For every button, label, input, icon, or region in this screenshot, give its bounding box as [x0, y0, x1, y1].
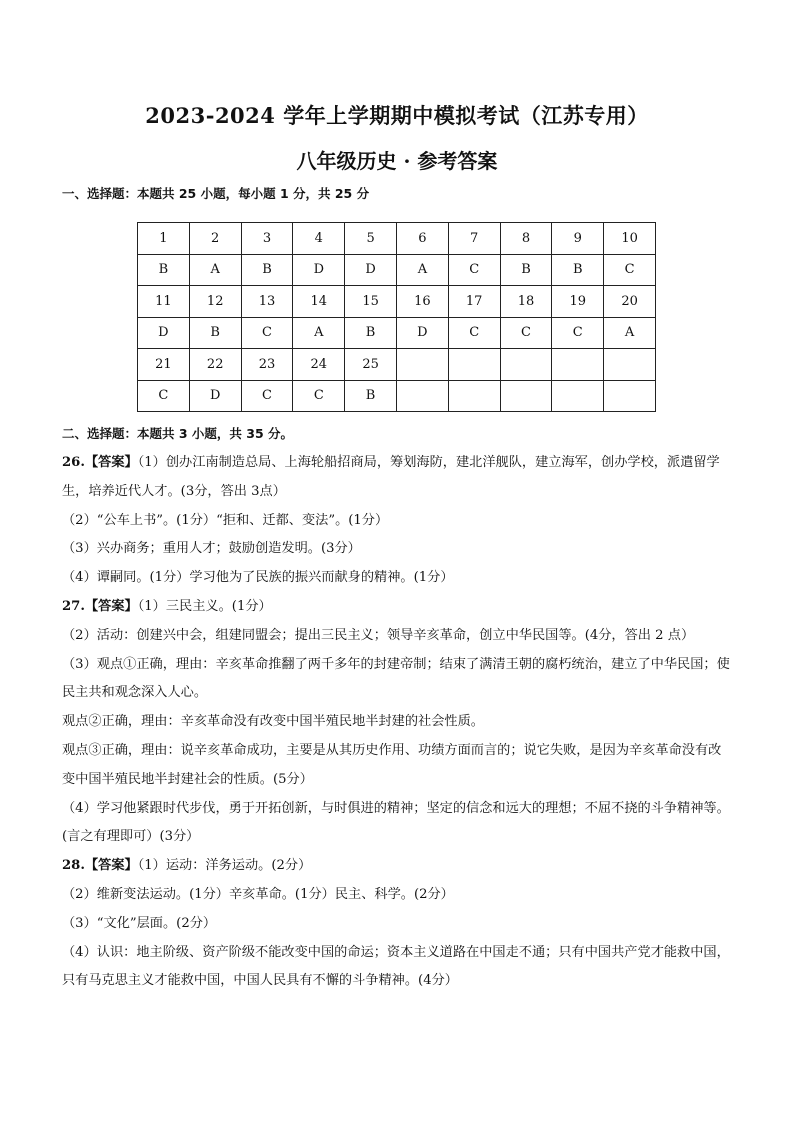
table-cell: C	[293, 380, 345, 412]
table-cell: C	[448, 254, 500, 286]
table-cell: 25	[345, 349, 397, 381]
table-cell: 24	[293, 349, 345, 381]
table-cell: C	[241, 317, 293, 349]
table-cell	[604, 380, 656, 412]
table-cell: B	[500, 254, 552, 286]
q28-part1	[62, 852, 732, 881]
table-cell: A	[396, 254, 448, 286]
table-cell	[448, 349, 500, 381]
table-cell	[396, 380, 448, 412]
table-cell	[552, 349, 604, 381]
table-cell: B	[345, 317, 397, 349]
table-cell: 8	[500, 223, 552, 255]
table-cell	[552, 380, 604, 412]
table-cell: 9	[552, 223, 604, 255]
table-cell: A	[604, 317, 656, 349]
answer-table	[137, 222, 656, 412]
table-cell: D	[189, 380, 241, 412]
table-row	[138, 286, 656, 318]
q27-part3b: 观点②正确，理由：辛亥革命没有改变中国半殖民地半封建的社会性质。	[62, 714, 484, 730]
q27-part3a: （3）观点①正确，理由：辛亥革命推翻了两千多年的封建帝制；结束了满清王朝的腐朽统治，建立了中华民国；使民主共和观念深入人心。	[62, 656, 730, 701]
table-row	[138, 254, 656, 286]
table-cell: 22	[189, 349, 241, 381]
q26-tag: 【答案】	[84, 455, 138, 470]
q27-part1-text: （1）三民主义。(1分）	[137, 598, 272, 614]
q27-part1	[62, 593, 732, 622]
q26-part1	[62, 449, 732, 507]
table-cell: 16	[396, 286, 448, 318]
table-cell	[396, 349, 448, 381]
q26-part1-text: （1）创办江南制造总局、上海轮船招商局，筹划海防，建北洋舰队，建立海军，创办学校，派遣留学生，培养近代人才。(3分，答出 3点）	[62, 455, 720, 499]
q28-part3: （3）“文化”层面。(2分）	[62, 915, 217, 931]
q28-part2: （2）维新变法运动。(1分）辛亥革命。(1分）民主、科学。(2分）	[62, 886, 454, 902]
table-cell	[500, 380, 552, 412]
table-cell	[500, 349, 552, 381]
q27-number: 27.	[62, 598, 85, 614]
q26-part3: （3）兴办商务；重用人才；鼓励创造发明。(3分）	[62, 541, 361, 557]
table-cell: 5	[345, 223, 397, 255]
table-cell: 2	[189, 223, 241, 255]
table-cell: A	[293, 317, 345, 349]
q26-part4: （4）谭嗣同。(1分）学习他为了民族的振兴而献身的精神。(1分）	[62, 570, 454, 586]
q28-number: 28.	[62, 858, 85, 874]
table-cell: C	[552, 317, 604, 349]
table-cell: D	[345, 254, 397, 286]
table-cell: 10	[604, 223, 656, 255]
table-row	[138, 380, 656, 412]
table-cell: D	[396, 317, 448, 349]
page-title: 2023-2024 学年上学期期中模拟考试（江苏专用）	[145, 103, 649, 128]
table-cell: 14	[293, 286, 345, 318]
table-row	[138, 349, 656, 381]
table-cell: 11	[138, 286, 190, 318]
table-cell: C	[500, 317, 552, 349]
q26-part2: （2）“公车上书”。(1分）“拒和、迁都、变法”。(1分）	[62, 512, 389, 528]
q27-part4: （4）学习他紧跟时代步伐，勇于开拓创新，与时俱进的精神；坚定的信念和远大的理想；不屈不挠的斗争精神等。(言之有理即可）(3分）	[62, 800, 730, 845]
table-cell: 17	[448, 286, 500, 318]
table-cell	[448, 380, 500, 412]
table-cell: 15	[345, 286, 397, 318]
table-row	[138, 317, 656, 349]
table-cell: C	[604, 254, 656, 286]
table-cell: 19	[552, 286, 604, 318]
table-cell: 7	[448, 223, 500, 255]
table-cell: C	[448, 317, 500, 349]
table-cell: 6	[396, 223, 448, 255]
section1-heading: 一、选择题：本题共 25 小题，每小题 1 分，共 25 分	[62, 186, 370, 201]
table-cell: B	[345, 380, 397, 412]
table-cell: D	[293, 254, 345, 286]
q28-part1-text: （1）运动：洋务运动。(2分）	[137, 858, 312, 874]
table-cell: C	[241, 380, 293, 412]
q27-part3c: 观点③正确，理由：说辛亥革命成功，主要是从其历史作用、功绩方面而言的；说它失败，是因为辛亥革命没有改变中国半殖民地半封建社会的性质。(5分）	[62, 742, 722, 787]
table-cell: 23	[241, 349, 293, 381]
section2-heading: 二、选择题：本题共 3 小题，共 35 分。	[62, 426, 294, 441]
table-cell: B	[241, 254, 293, 286]
table-cell: 18	[500, 286, 552, 318]
table-cell: 12	[189, 286, 241, 318]
table-cell: 21	[138, 349, 190, 381]
page-subtitle: 八年级历史 · 参考答案	[296, 149, 498, 173]
table-cell: B	[552, 254, 604, 286]
q26-number: 26.	[62, 455, 85, 470]
table-cell: D	[138, 317, 190, 349]
table-row	[138, 223, 656, 255]
q27-tag: 【答案】	[84, 598, 138, 614]
table-cell: 20	[604, 286, 656, 318]
table-cell: 3	[241, 223, 293, 255]
q28-tag: 【答案】	[84, 858, 138, 874]
table-cell	[604, 349, 656, 381]
table-cell: B	[138, 254, 190, 286]
q28-part4: （4）认识：地主阶级、资产阶级不能改变中国的命运；资本主义道路在中国走不通；只有中国共产党才能救中国，只有马克思主义才能救中国，中国人民具有不懈的斗争精神。(4分）	[62, 944, 730, 989]
table-cell: A	[189, 254, 241, 286]
table-cell: 13	[241, 286, 293, 318]
table-cell: C	[138, 380, 190, 412]
table-cell: 4	[293, 223, 345, 255]
q27-part2: （2）活动：创建兴中会，组建同盟会；提出三民主义；领导辛亥革命，创立中华民国等。(4分，答出 2 点）	[62, 627, 695, 643]
table-cell: B	[189, 317, 241, 349]
answer-content	[62, 449, 732, 996]
table-cell: 1	[138, 223, 190, 255]
